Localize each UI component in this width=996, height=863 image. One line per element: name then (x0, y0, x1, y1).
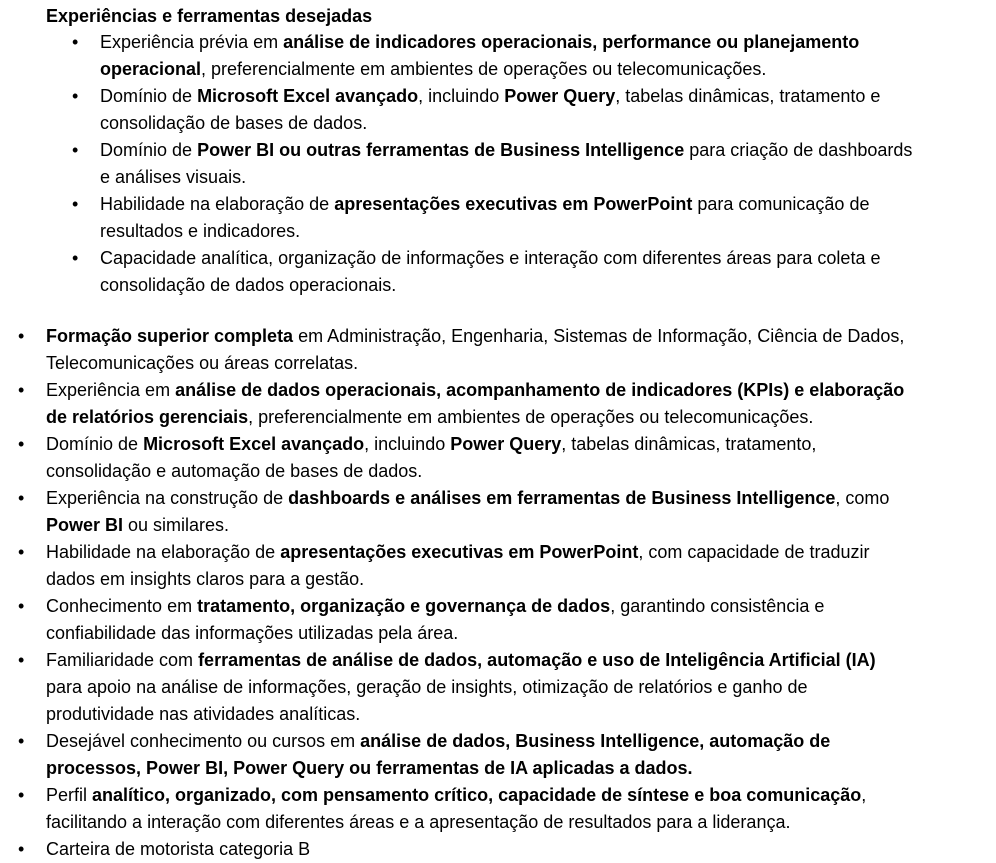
text: e análises visuais. (100, 167, 247, 187)
list-item (18, 782, 991, 836)
bold-text: dashboards e análises em ferramentas de Business Intelligence (288, 488, 836, 508)
list-item-line (46, 485, 991, 512)
list-item-line (46, 782, 991, 809)
list-item-line (46, 701, 991, 728)
list-item-line (46, 377, 991, 404)
list-item (18, 593, 991, 647)
list-item-line (46, 566, 991, 593)
text: Telecomunicações ou áreas correlatas. (46, 353, 359, 373)
desired-experience-list (72, 29, 980, 299)
requirements-list (18, 323, 991, 863)
bold-text: de relatórios gerenciais (46, 407, 249, 427)
list-item-line (46, 539, 991, 566)
list-item (72, 83, 980, 137)
list-item (18, 836, 991, 863)
list-item (72, 29, 980, 83)
text: Domínio de (100, 86, 198, 106)
bold-text: tratamento, organização e governança de dados (197, 596, 611, 616)
list-item-line (46, 674, 991, 701)
bold-text: analítico, organizado, com pensamento crítico, capacidade de síntese e boa comunicação (92, 785, 862, 805)
list-item (72, 245, 980, 299)
text: em Administração, Engenharia, Sistemas de Informação, Ciência de Dados, (293, 326, 905, 346)
text: , incluindo (418, 86, 505, 106)
list-item (18, 485, 991, 539)
text: produtividade nas atividades analíticas. (46, 704, 361, 724)
text: Domínio de (46, 434, 144, 454)
list-item-line (46, 755, 991, 782)
list-item-line (46, 620, 991, 647)
list-item-line (100, 245, 980, 272)
bold-text: análise de dados operacionais, acompanhamento de indicadores (KPIs) e elaboração (175, 380, 905, 400)
text: facilitando a interação com diferentes áreas e a apresentação de resultados para a liderança. (46, 812, 791, 832)
list-item (18, 539, 991, 593)
bullet-icon: • (18, 650, 25, 670)
text: , tabelas dinâmicas, tratamento e (615, 86, 881, 106)
text: Desejável conhecimento ou cursos em (46, 731, 361, 751)
bold-text: análise de indicadores operacionais, performance ou planejamento (283, 32, 860, 52)
list-item-line (100, 164, 980, 191)
text: para apoio na análise de informações, geração de insights, otimização de relatórios e ganho de (46, 677, 808, 697)
list-item-line (100, 272, 980, 299)
list-item-line (46, 728, 991, 755)
bold-text: Formação superior completa (46, 326, 294, 346)
text: Experiência prévia em (100, 32, 284, 52)
list-item-line (100, 218, 980, 245)
list-item (18, 323, 991, 377)
text: resultados e indicadores. (100, 221, 301, 241)
list-item-line (100, 29, 980, 56)
list-item-line (100, 83, 980, 110)
text: , incluindo (364, 434, 451, 454)
text: Conhecimento em (46, 596, 198, 616)
list-item (18, 728, 991, 782)
text: Capacidade analítica, organização de informações e interação com diferentes áreas para coleta e (100, 248, 881, 268)
text: consolidação e automação de bases de dados. (46, 461, 423, 481)
text: Carteira de motorista categoria B (46, 839, 311, 859)
bold-text: Power Query (450, 434, 562, 454)
list-item-line (46, 404, 991, 431)
list-item (18, 377, 991, 431)
bullet-icon: • (18, 434, 25, 454)
list-item-line (46, 323, 991, 350)
section-heading: Experiências e ferramentas desejadas (46, 6, 373, 26)
text: Habilidade na elaboração de (46, 542, 281, 562)
text: Habilidade na elaboração de (100, 194, 335, 214)
list-item-line (100, 191, 980, 218)
bold-text: apresentações executivas em PowerPoint (334, 194, 693, 214)
text: dados em insights claros para a gestão. (46, 569, 365, 589)
bullet-icon: • (18, 542, 25, 562)
text: Familiaridade com (46, 650, 199, 670)
text: , garantindo consistência e (610, 596, 825, 616)
text: , (861, 785, 867, 805)
list-item-line (46, 512, 991, 539)
list-item-line (46, 458, 991, 485)
bullet-icon: • (72, 86, 79, 106)
bold-text: Microsoft Excel avançado (143, 434, 365, 454)
list-item-line (46, 350, 991, 377)
bold-text: análise de dados, Business Intelligence, automação de (360, 731, 831, 751)
bold-text: Power Query (504, 86, 616, 106)
bullet-icon: • (18, 731, 25, 751)
text: Domínio de (100, 140, 198, 160)
list-item-line (100, 110, 980, 137)
bold-text: Power BI (46, 515, 124, 535)
list-item-line (46, 431, 991, 458)
list-item (72, 137, 980, 191)
text: , preferencialmente em ambientes de operações ou telecomunicações. (248, 407, 814, 427)
list-item-line (46, 593, 991, 620)
bullet-icon: • (18, 596, 25, 616)
bold-text: ferramentas de análise de dados, automação e uso de Inteligência Artificial (IA) (198, 650, 876, 670)
bullet-icon: • (72, 140, 79, 160)
bullet-icon: • (18, 839, 25, 859)
list-item-line (46, 809, 991, 836)
text: confiabilidade das informações utilizadas pela área. (46, 623, 459, 643)
list-item (18, 431, 991, 485)
bold-text: operacional (100, 59, 202, 79)
text: ou similares. (123, 515, 230, 535)
list-item-line (46, 836, 991, 863)
text: Experiência na construção de (46, 488, 289, 508)
list-item-line (100, 56, 980, 83)
bullet-icon: • (18, 785, 25, 805)
bullet-icon: • (18, 326, 25, 346)
text: , preferencialmente em ambientes de operações ou telecomunicações. (201, 59, 767, 79)
bold-text: processos, Power BI, Power Query ou ferramentas de IA aplicadas a dados. (46, 758, 693, 778)
text: para criação de dashboards (684, 140, 913, 160)
text: consolidação de dados operacionais. (100, 275, 397, 295)
text: consolidação de bases de dados. (100, 113, 368, 133)
bullet-icon: • (72, 248, 79, 268)
text: , como (835, 488, 890, 508)
text: , com capacidade de traduzir (638, 542, 870, 562)
bullet-icon: • (72, 194, 79, 214)
list-item-line (46, 647, 991, 674)
bullet-icon: • (18, 488, 25, 508)
bold-text: apresentações executivas em PowerPoint (280, 542, 639, 562)
bullet-icon: • (72, 32, 79, 52)
text: Perfil (46, 785, 93, 805)
bullet-icon: • (18, 380, 25, 400)
bold-text: Microsoft Excel avançado (197, 86, 419, 106)
list-item (18, 647, 991, 728)
text: para comunicação de (692, 194, 870, 214)
bold-text: Power BI ou outras ferramentas de Business Intelligence (197, 140, 685, 160)
text: Experiência em (46, 380, 176, 400)
text: , tabelas dinâmicas, tratamento, (561, 434, 817, 454)
list-item-line (100, 137, 980, 164)
list-item (72, 191, 980, 245)
